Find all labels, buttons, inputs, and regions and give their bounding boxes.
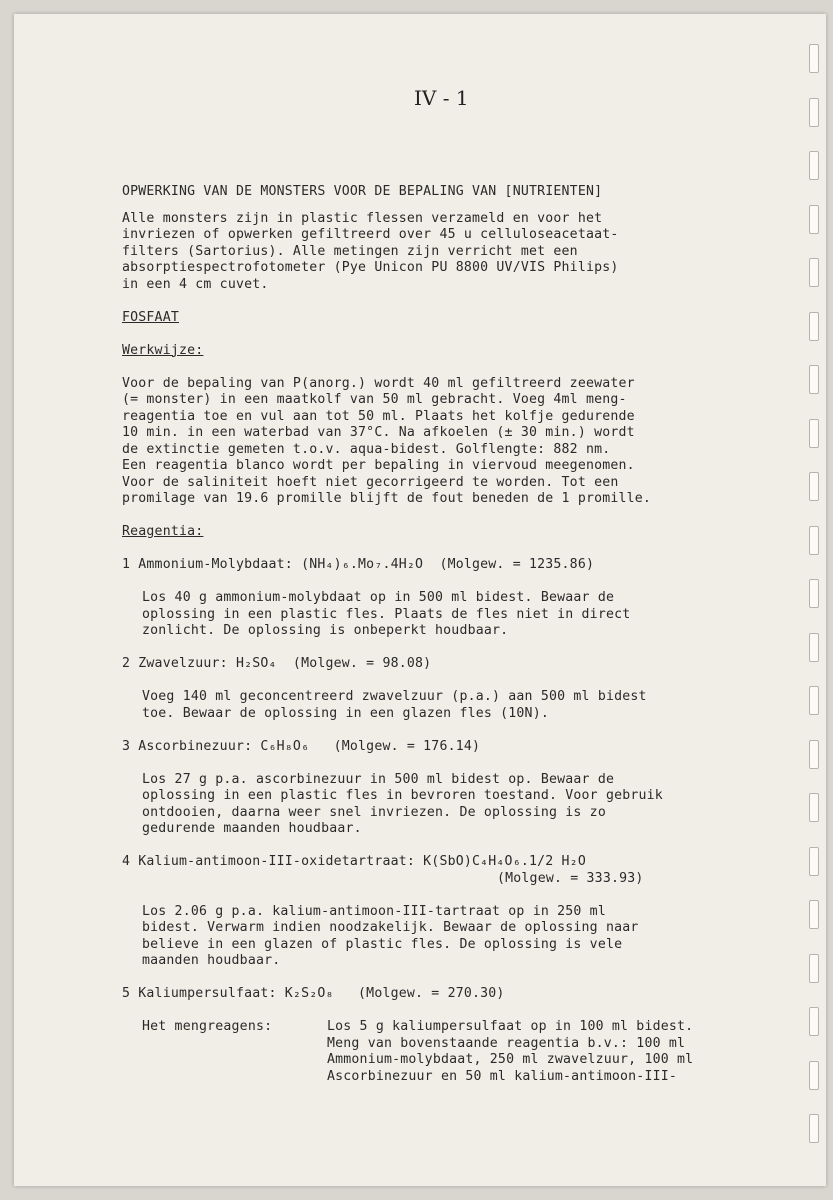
binder-hole — [809, 419, 819, 448]
binder-hole — [809, 258, 819, 287]
intro-line: absorptiespectrofotometer (Pye Unicon PU 8800 UV/VIS Philips) — [122, 260, 619, 275]
document-title: OPWERKING VAN DE MONSTERS VOOR DE BEPALING VAN [NUTRIENTEN] — [122, 184, 603, 199]
binder-holes — [809, 44, 819, 1154]
binder-hole — [809, 847, 819, 876]
page-number: IV - 1 — [414, 86, 469, 110]
reagent-text: gedurende maanden houdbaar. — [142, 821, 362, 836]
binder-hole — [809, 1114, 819, 1143]
mix-text: Meng van bovenstaande reagentia b.v.: 100 ml — [327, 1035, 686, 1051]
reagent-text: zonlicht. De oplossing is onbeperkt houdbaar. — [142, 623, 509, 638]
mix-text: Los 5 g kaliumpersulfaat op in 100 ml bidest. — [327, 1019, 694, 1034]
method-line: (= monster) in een maatkolf van 50 ml gebracht. Voeg 4ml meng- — [122, 392, 627, 407]
binder-hole — [809, 954, 819, 983]
reagent-header: 5 Kaliumpersulfaat: K₂S₂O₈ (Molgew. = 270.30) — [122, 986, 505, 1001]
reagent-text: Los 40 g ammonium-molybdaat op in 500 ml bidest. Bewaar de — [142, 590, 615, 605]
method-line: Voor de bepaling van P(anorg.) wordt 40 ml gefiltreerd zeewater — [122, 375, 635, 391]
mix-text: Ascorbinezuur en 50 ml kalium-antimoon-III- — [327, 1068, 678, 1084]
binder-hole — [809, 1061, 819, 1090]
reagent-header: 1 Ammonium-Molybdaat: (NH₄)₆.Mo₇.4H₂O (Molgew. = 1235.86) — [122, 557, 595, 572]
method-heading: Werkwijze: — [122, 342, 204, 358]
reagent-text: Los 27 g p.a. ascorbinezuur in 500 ml bidest op. Bewaar de — [142, 771, 615, 787]
mix-reagent-block — [122, 1019, 802, 1085]
binder-hole — [809, 205, 819, 234]
document-page — [14, 14, 826, 1186]
intro-line: Alle monsters zijn in plastic flessen verzameld en voor het — [122, 210, 603, 226]
reagent-text: bidest. Verwarm indien noodzakelijk. Bewaar de oplossing naar — [142, 920, 639, 935]
binder-hole — [809, 740, 819, 769]
binder-hole — [809, 1007, 819, 1036]
method-line: de extinctie gemeten t.o.v. aqua-bidest. Golflengte: 882 nm. — [122, 441, 611, 457]
reagent-text: oplossing in een plastic fles in bevroren toestand. Voor gebruik — [142, 788, 663, 803]
binder-hole — [809, 472, 819, 501]
intro-line: filters (Sartorius). Alle metingen zijn verricht met een — [122, 243, 578, 259]
reagent-text: oplossing in een plastic fles. Plaats de fles niet in direct — [142, 606, 631, 622]
intro-line: invriezen of opwerken gefiltreerd over 45 u celluloseacetaat- — [122, 227, 619, 242]
binder-hole — [809, 686, 819, 715]
binder-hole — [809, 44, 819, 73]
reagent-header: 3 Ascorbinezuur: C₆H₈O₆ (Molgew. = 176.14) — [122, 738, 481, 754]
section-heading: FOSFAAT — [122, 309, 179, 325]
binder-hole — [809, 526, 819, 555]
document-body — [122, 184, 802, 1085]
reagent-text: toe. Bewaar de oplossing in een glazen fles (10N). — [142, 705, 549, 721]
reagent-text: maanden houdbaar. — [142, 953, 281, 968]
method-line: reagentia toe en vul aan tot 50 ml. Plaats het kolfje gedurende — [122, 408, 635, 424]
reagents-heading: Reagentia: — [122, 524, 204, 539]
binder-hole — [809, 365, 819, 394]
method-line: Een reagentia blanco wordt per bepaling in viervoud meegenomen. — [122, 458, 635, 473]
reagent-header: 2 Zwavelzuur: H₂SO₄ (Molgew. = 98.08) — [122, 656, 432, 671]
intro-line: in een 4 cm cuvet. — [122, 276, 269, 292]
method-line: 10 min. in een waterbad van 37°C. Na afkoelen (± 30 min.) wordt — [122, 425, 635, 440]
binder-hole — [809, 793, 819, 822]
binder-hole — [809, 312, 819, 341]
reagent-text: believe in een glazen of plastic fles. De oplossing is vele — [142, 936, 623, 952]
reagent-header: 4 Kalium-antimoon-III-oxidetartraat: K(SbO)C₄H₄O₆.1/2 H₂O — [122, 854, 586, 869]
binder-hole — [809, 900, 819, 929]
reagent-text: ontdooien, daarna weer snel invriezen. De oplossing is zo — [142, 804, 606, 820]
binder-hole — [809, 579, 819, 608]
binder-hole — [809, 633, 819, 662]
binder-hole — [809, 98, 819, 127]
reagent-molweight: (Molgew. = 333.93) — [497, 870, 644, 886]
mix-label: Het mengreagens: — [142, 1019, 273, 1034]
mix-text: Ammonium-molybdaat, 250 ml zwavelzuur, 100 ml — [327, 1052, 694, 1067]
method-line: promilage van 19.6 promille blijft de fout beneden de 1 promille. — [122, 491, 652, 506]
binder-hole — [809, 151, 819, 180]
reagent-text: Voeg 140 ml geconcentreerd zwavelzuur (p.a.) aan 500 ml bidest — [142, 689, 647, 704]
reagent-text: Los 2.06 g p.a. kalium-antimoon-III-tartraat op in 250 ml — [142, 903, 606, 919]
method-line: Voor de saliniteit hoeft niet gecorrigeerd te worden. Tot een — [122, 474, 619, 490]
